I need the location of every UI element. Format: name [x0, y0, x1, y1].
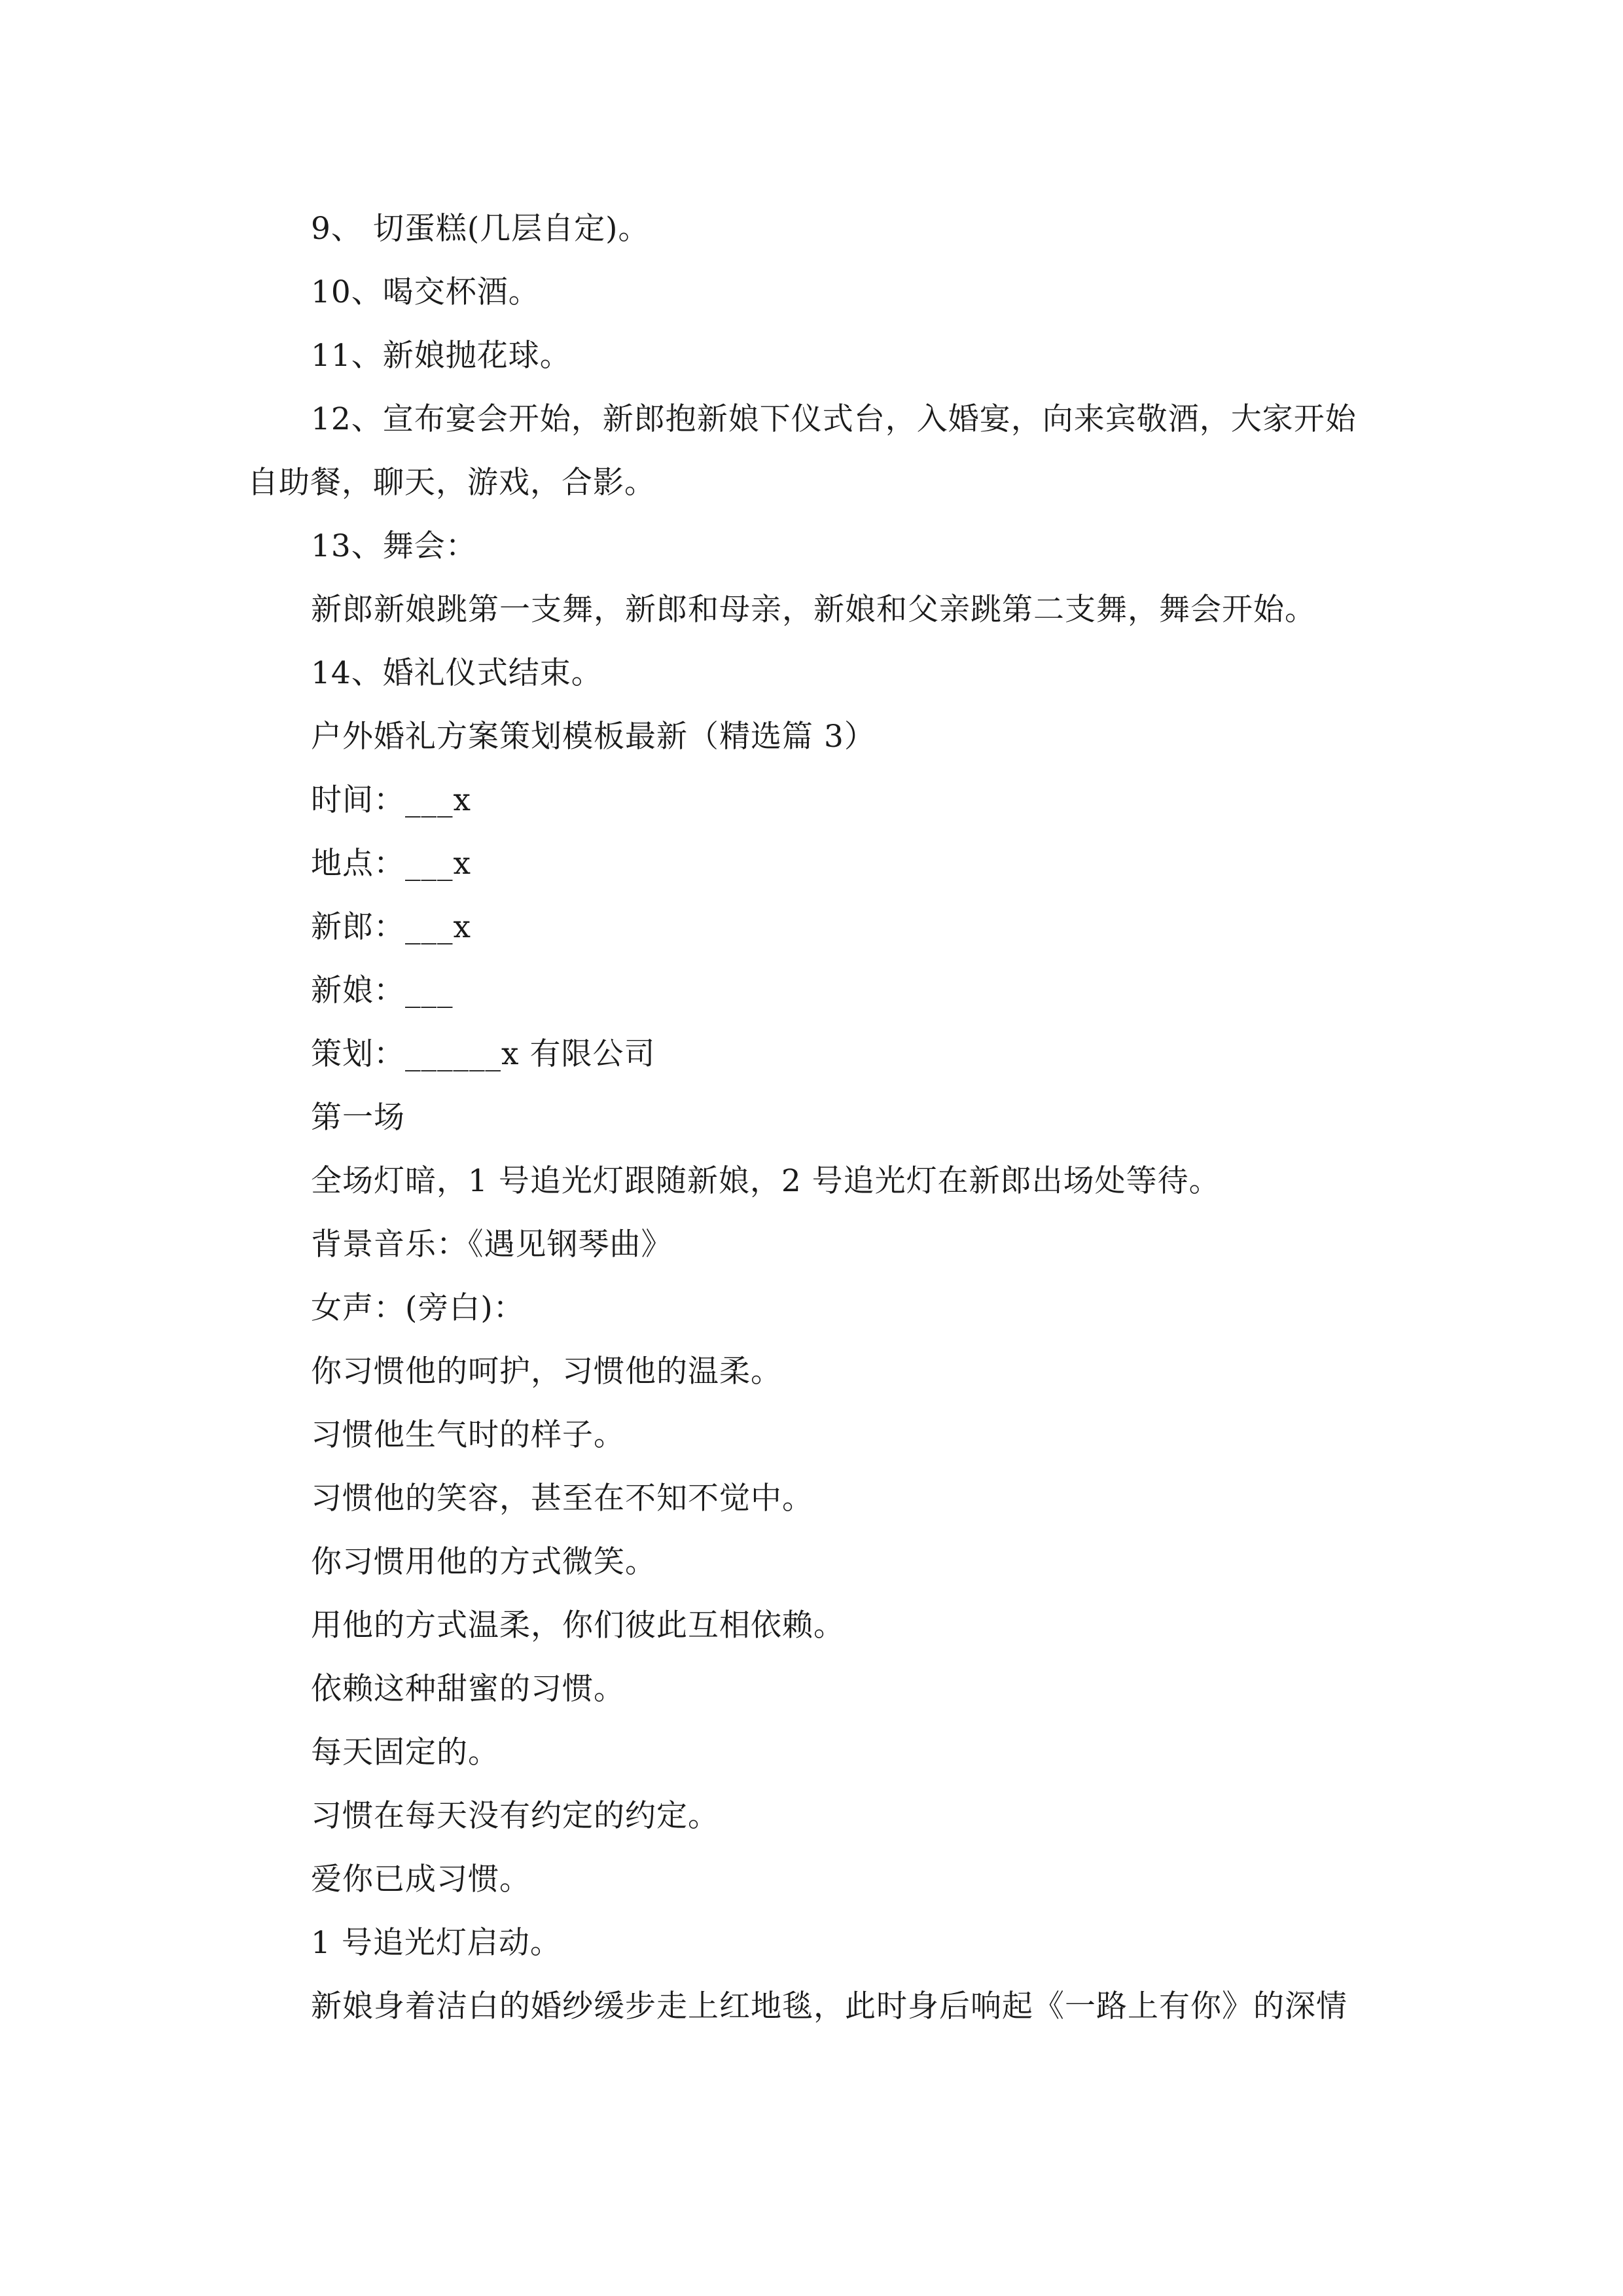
narration-line: 每天固定的。 — [311, 1734, 499, 1770]
field-planner: 策划：______x 有限公司 — [311, 1036, 656, 1072]
text-line-bride-entrance: 新娘身着洁白的婚纱缓步走上红地毯，此时身后响起《一路上有你》的深情 — [311, 1988, 1347, 2024]
text-line-spotlight: 全场灯暗，1 号追光灯跟随新娘，2 号追光灯在新郎出场处等待。 — [311, 1163, 1221, 1199]
narration-line: 你习惯他的呵护，习惯他的温柔。 — [311, 1354, 782, 1390]
narration-line: 习惯在每天没有约定的约定。 — [311, 1798, 719, 1834]
text-line-narrator: 女声：(旁白)： — [311, 1290, 525, 1326]
narration-line: 习惯他的笑容，甚至在不知不觉中。 — [311, 1480, 813, 1516]
field-location: 地点：___x — [311, 846, 472, 882]
scene-heading: 第一场 — [311, 1100, 405, 1136]
text-line-bouquet-toss: 11、新娘抛花球。 — [311, 338, 571, 374]
field-groom: 新郎：___x — [311, 909, 472, 945]
narration-line: 依赖这种甜蜜的习惯。 — [311, 1671, 625, 1707]
field-bride: 新娘：___ — [311, 973, 454, 1009]
text-line-background-music: 背景音乐：《遇见钢琴曲》 — [311, 1227, 673, 1263]
section-title: 户外婚礼方案策划模板最新（精选篇 3） — [311, 719, 876, 755]
text-line-cross-cup-wine: 10、喝交杯酒。 — [311, 274, 540, 310]
text-line-dance-detail: 新郎新娘跳第一支舞，新郎和母亲，新娘和父亲跳第二支舞，舞会开始。 — [311, 592, 1316, 628]
narration-line: 你习惯用他的方式微笑。 — [311, 1544, 656, 1580]
field-time: 时间：___x — [311, 782, 472, 818]
narration-line: 爱你已成习惯。 — [311, 1861, 531, 1897]
narration-line: 习惯他生气时的样子。 — [311, 1417, 625, 1453]
text-line-banquet-start-cont: 自助餐，聊天，游戏，合影。 — [247, 465, 656, 501]
narration-line: 用他的方式温柔，你们彼此互相依赖。 — [311, 1607, 845, 1643]
text-line-banquet-start: 12、宣布宴会开始，新郎抱新娘下仪式台，入婚宴，向来宾敬酒，大家开始 — [311, 401, 1357, 437]
text-line-dance-heading: 13、舞会： — [311, 528, 477, 564]
text-line-spotlight-start: 1 号追光灯启动。 — [311, 1925, 562, 1961]
text-line-ceremony-end: 14、婚礼仪式结束。 — [311, 655, 603, 691]
text-line-cut-cake: 9、 切蛋糕(几层自定)。 — [311, 211, 650, 247]
